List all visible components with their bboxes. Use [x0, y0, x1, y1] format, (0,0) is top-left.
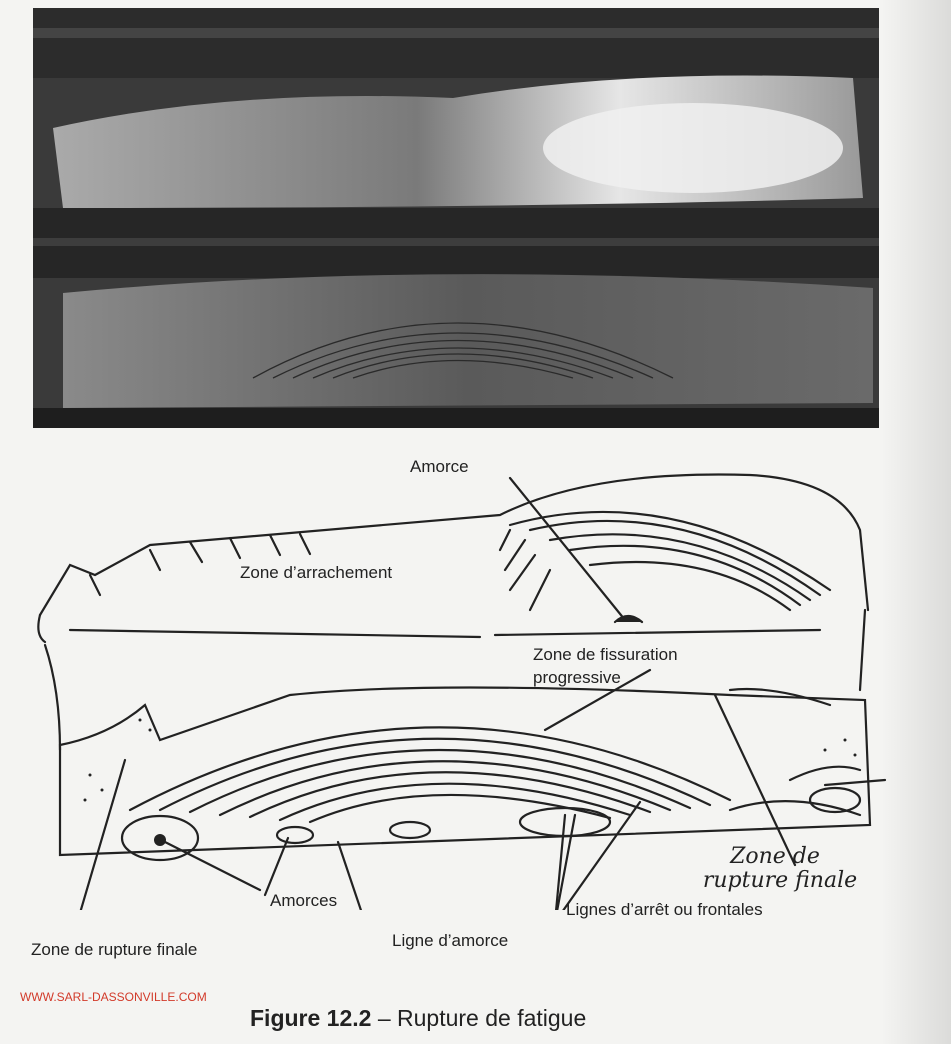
fracture-photograph — [33, 8, 879, 428]
watermark: WWW.SARL-DASSONVILLE.COM — [20, 990, 207, 1004]
label-zone-arrachement: Zone d’arrachement — [240, 563, 393, 582]
label-amorces: Amorces — [270, 891, 338, 910]
label-zone-fissuration: Zone de fissuration — [533, 645, 678, 664]
label-progressive: progressive — [533, 668, 621, 687]
upper-outline — [40, 475, 868, 616]
caption-dash: – — [371, 1005, 398, 1031]
figure-caption — [250, 1005, 586, 1032]
label-rupture-finale-handwritten: rupture finale — [702, 868, 858, 893]
label-lignes-arret: Lignes d’arrêt ou frontales — [566, 900, 763, 919]
label-amorce: Amorce — [410, 457, 469, 476]
label-ligne-amorce: Ligne d’amorce — [392, 931, 509, 950]
label-zone-rupture-finale: Zone de rupture finale — [31, 940, 198, 959]
figure-number: Figure 12.2 — [250, 1005, 372, 1031]
label-zone-de-handwritten: Zone de — [730, 844, 820, 869]
figure-title: Rupture de fatigue — [397, 1005, 587, 1031]
